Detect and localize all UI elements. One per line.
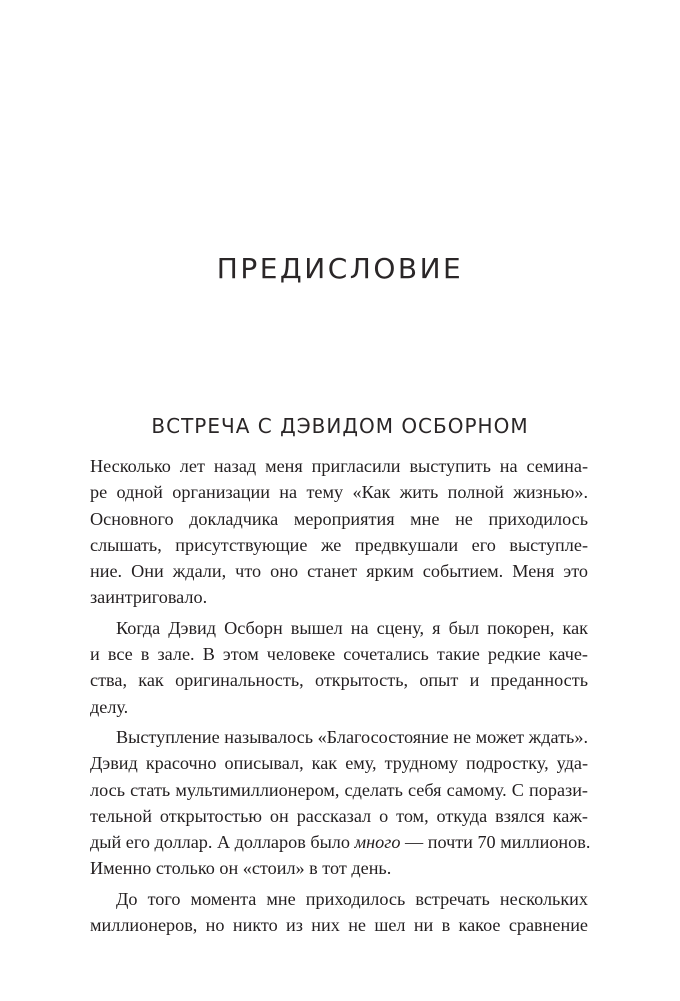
text-line: Выступление называлось «Благосостояние не может ждать». (116, 726, 588, 747)
text-line: слышать, присутствующие же предвкушали его выступле- (90, 534, 588, 555)
emphasis-text: много (354, 832, 401, 853)
text-line: и все в зале. В этом человеке сочетались такие редкие каче- (90, 644, 588, 665)
section-title: ВСТРЕЧА С ДЭВИДОМ ОСБОРНОМ (151, 414, 529, 438)
text-line: Основного докладчика мероприятия мне не приходилось (90, 508, 588, 529)
text-line: Несколько лет назад меня пригласили выступить на семина- (90, 456, 588, 476)
text-line: лось стать мультимиллионером, сделать себя самому. С порази- (90, 779, 588, 800)
text-line-mixed (90, 829, 591, 855)
text-line: До того момента мне приходилось встречать нескольких (116, 888, 588, 909)
body-text (90, 453, 591, 938)
text-line: Дэвид красочно описывал, как ему, трудному подростку, уда- (90, 753, 588, 774)
text-line: заинтриговало. (90, 587, 208, 608)
text-line: ства, как оригинальность, открытость, опыт и преданность (90, 670, 588, 691)
text-line: делу. (90, 696, 129, 717)
text-line: Когда Дэвид Осборн вышел на сцену, я был покорен, как (116, 617, 588, 638)
text-fragment: — почти 70 миллионов. (400, 832, 591, 853)
text-line: ние. Они ждали, что оно станет ярким событием. Меня это (90, 561, 588, 582)
chapter-title: ПРЕДИСЛОВИЕ (216, 252, 464, 285)
text-line: Именно столько он «стоил» в тот день. (90, 858, 392, 879)
text-line: миллионеров, но никто из них не шел ни в какое сравнение (90, 915, 588, 936)
text-line: ре одной организации на тему «Как жить полной жизнью». (90, 482, 588, 503)
text-fragment: дый его доллар. А долларов было (90, 832, 355, 853)
text-line: тельной открытостью он рассказал о том, откуда взялся каж- (90, 805, 588, 826)
